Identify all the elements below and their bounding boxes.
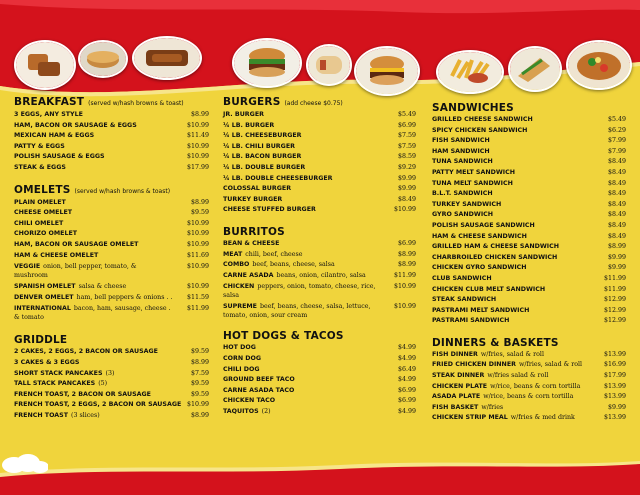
item-name: ¼ LB. CHILI BURGER: [223, 142, 295, 150]
menu-item: [432, 179, 626, 190]
item-name: PATTY & EGGS: [14, 142, 65, 150]
item-description: ham, bell peppers & onions . .: [76, 293, 173, 301]
item-description: salsa & cheese: [78, 283, 127, 291]
menu-item: [223, 174, 416, 185]
menu-item: [14, 121, 209, 132]
item-price: $12.99: [603, 317, 626, 325]
menu-item: [14, 347, 209, 358]
burgers-title: BURGERS (add cheese $0.75): [223, 96, 343, 108]
item-price: $10.99: [186, 219, 209, 227]
item-name: 2 CAKES, 2 EGGS, 2 BACON OR SAUSAGE: [14, 348, 158, 356]
item-price: $7.59: [190, 369, 209, 377]
cheeseburger-photo-icon: [354, 46, 420, 96]
item-price: $9.29: [397, 163, 416, 171]
item-name: GYRO SANDWICH: [432, 211, 494, 219]
item-name: HAM, BACON OR SAUSAGE OMELET: [14, 240, 139, 248]
item-description: w/fries, salad & roll: [480, 350, 544, 358]
item-price: $8.49: [607, 200, 626, 208]
menu-item: [223, 131, 416, 142]
menu-item: [432, 136, 626, 147]
item-price: $10.99: [393, 206, 416, 214]
item-name: CLUB SANDWICH: [432, 274, 492, 282]
item-price: $10.99: [186, 142, 209, 150]
item-price: $6.99: [397, 397, 416, 405]
menu-item: [223, 205, 416, 216]
griddle-section: [14, 334, 209, 421]
item-name: CHICKEN TACO: [223, 397, 276, 405]
item-name: HAM, BACON OR SAUSAGE & EGGS: [14, 121, 137, 129]
menu-item: [223, 343, 416, 354]
burritos-items: [223, 239, 416, 281]
menu-item: [14, 411, 209, 422]
item-name: CORN DOG: [223, 354, 262, 362]
item-name: STEAK SANDWICH: [432, 296, 497, 304]
item-price: $4.99: [397, 344, 416, 352]
item-price: $9.99: [397, 174, 416, 182]
item-price: $5.49: [607, 116, 626, 123]
item-price: $16.99: [603, 361, 626, 369]
item-price: $8.49: [607, 158, 626, 166]
menu-item: [432, 147, 626, 158]
menu-item: [432, 221, 626, 232]
menu-item: [432, 210, 626, 221]
menu-item-international: INTERNATIONAL bacon, ham, sausage, cheese . $11.99 & tomato: [14, 305, 209, 322]
menu-item-chicken-burrito: CHICKEN peppers, onion, tomato, cheese, rice, $10.99 salsa: [223, 283, 416, 300]
item-price: $8.99: [190, 111, 209, 118]
item-price: $13.99: [603, 393, 626, 401]
item-price: $8.99: [397, 250, 416, 258]
item-price: $8.99: [190, 198, 209, 206]
item-price: $8.49: [607, 211, 626, 219]
item-name: CHICKEN PLATE: [432, 382, 488, 390]
item-name: BEAN & CHEESE: [223, 239, 280, 247]
item-name: FRENCH TOAST, 2 EGGS, 2 BACON OR SAUSAGE: [14, 401, 182, 409]
item-price: $9.59: [190, 390, 209, 398]
item-price: $8.49: [607, 190, 626, 198]
item-name: FRIED CHICKEN DINNER: [432, 361, 516, 369]
menu-item: [223, 386, 416, 397]
menu-item-veggie: VEGGIE onion, bell pepper, tomato, & $10.99 mushroom: [14, 263, 209, 280]
item-name: GRILLED HAM & CHEESE SANDWICH: [432, 243, 559, 251]
item-price: $10.99: [186, 283, 209, 291]
item-name: SPICY CHICKEN SANDWICH: [432, 126, 528, 134]
item-price: $7.59: [397, 142, 416, 150]
fries-photo-icon: [436, 50, 504, 94]
menu-item: [432, 316, 626, 327]
item-price: $13.99: [603, 414, 626, 422]
item-description: (3): [105, 369, 115, 377]
item-name: B.L.T. SANDWICH: [432, 190, 493, 198]
menu-item: [223, 239, 416, 250]
menu-item: [432, 115, 626, 126]
item-price: $12.99: [603, 296, 626, 304]
item-name: TAQUITOS: [223, 407, 259, 415]
item-description: (3 slices): [71, 411, 100, 419]
item-price: $6.99: [397, 121, 416, 129]
item-name: PASTRAMI MELT SANDWICH: [432, 306, 530, 314]
item-price: $6.29: [607, 126, 626, 134]
omelets-note: (served w/hash browns & toast): [74, 187, 171, 195]
menu-item: [223, 163, 416, 174]
item-name: COLOSSAL BURGER: [223, 185, 292, 193]
item-price: $13.99: [603, 350, 626, 358]
menu-item: [223, 260, 416, 271]
item-name: JR. BURGER: [223, 111, 264, 118]
menu-item: [432, 382, 626, 393]
item-price: $9.59: [190, 209, 209, 217]
menu-item: [223, 142, 416, 153]
dinners-section: [432, 337, 626, 424]
sandwiches-section: [432, 102, 626, 327]
item-price: $10.99: [186, 401, 209, 409]
item-price: $9.59: [190, 348, 209, 356]
item-price: $11.59: [186, 293, 209, 301]
item-name: POLISH SAUSAGE & EGGS: [14, 153, 105, 161]
menu-item: [223, 396, 416, 407]
item-description: w/fries, salad & roll: [518, 361, 583, 369]
menu-item: [432, 168, 626, 179]
griddle-title: GRIDDLE: [14, 334, 68, 347]
item-price: $4.99: [397, 376, 416, 384]
omelets-section: [14, 184, 209, 323]
item-price: $6.49: [397, 365, 416, 373]
omelets-items: [14, 198, 209, 262]
menu-item: [223, 250, 416, 261]
menu-item: [432, 274, 626, 285]
item-price: $6.99: [397, 239, 416, 247]
hotdogs-title: HOT DOGS & TACOS: [223, 330, 344, 343]
item-name: CHEESE STUFFED BURGER: [223, 206, 316, 214]
menu-item: [432, 295, 626, 306]
menu-item: [223, 110, 416, 121]
item-name: HAM SANDWICH: [432, 147, 490, 155]
burgers-items: [223, 110, 416, 216]
menu-item: [223, 354, 416, 365]
burrito-photo-icon: [306, 44, 352, 86]
item-name: 3 CAKES & 3 EGGS: [14, 358, 80, 366]
sandwich-photo-icon: [508, 46, 562, 92]
item-description: w/rice, beans & corn tortilla: [483, 393, 574, 401]
breakfast-note: (served w/hash browns & toast): [88, 100, 184, 107]
item-price: $10.99: [186, 121, 209, 129]
item-name: DENVER OMELET: [14, 293, 74, 301]
item-price: $4.99: [397, 407, 416, 415]
item-name: CHICKEN GYRO SANDWICH: [432, 264, 527, 272]
item-price: $10.99: [186, 153, 209, 161]
item-name: HAM & CHEESE SANDWICH: [432, 232, 527, 240]
item-name: TUNA MELT SANDWICH: [432, 179, 513, 187]
menu-item: [223, 365, 416, 376]
menu-item: [432, 360, 626, 371]
item-name: GRILLED CHEESE SANDWICH: [432, 116, 533, 123]
item-name: FISH SANDWICH: [432, 137, 490, 145]
menu-item: [223, 195, 416, 206]
nachos-photo-icon: [566, 40, 632, 90]
item-description: (2): [261, 407, 271, 415]
item-price: $9.99: [397, 185, 416, 193]
item-price: $11.69: [186, 251, 209, 259]
menu-item: [432, 403, 626, 414]
menu-item: [14, 208, 209, 219]
item-name: PLAIN OMELET: [14, 198, 66, 206]
column-right: [432, 102, 626, 434]
item-price: $8.99: [607, 243, 626, 251]
sandwiches-items: [432, 115, 626, 327]
pancakes-photo-icon: [78, 40, 128, 78]
item-price: $8.99: [190, 411, 209, 419]
item-name: STEAK & EGGS: [14, 163, 66, 171]
item-name: HOT DOG: [223, 344, 256, 352]
menu-item: [14, 251, 209, 262]
menu-item: [14, 131, 209, 142]
bottom-wave-band: [0, 455, 640, 495]
item-price: $7.59: [397, 132, 416, 140]
item-name: FRENCH TOAST: [14, 411, 68, 419]
menu-item: [14, 229, 209, 240]
item-price: $5.49: [397, 111, 416, 118]
item-price: $6.99: [397, 386, 416, 394]
item-price: $4.99: [397, 354, 416, 362]
item-price: $13.99: [603, 382, 626, 390]
menu-item: [432, 189, 626, 200]
item-price: $9.99: [607, 253, 626, 261]
item-name: ¼ LB. BURGER: [223, 121, 275, 129]
item-name: CHILI OMELET: [14, 219, 64, 227]
item-name: CARNE ASADA: [223, 271, 274, 279]
menu-item: [14, 390, 209, 401]
omelets-title: OMELETS (served w/hash browns & toast): [14, 183, 171, 196]
item-description: (5): [98, 380, 108, 388]
item-description: w/fries & med drink: [510, 414, 575, 422]
item-name: ¼ LB. DOUBLE CHEESEBURGER: [223, 174, 333, 182]
burgers-section: [223, 96, 416, 216]
breakfast-section: [14, 96, 209, 174]
item-name: CHICKEN STRIP MEAL: [432, 414, 508, 422]
item-price: $12.99: [603, 306, 626, 314]
hotdogs-section: [223, 330, 416, 417]
menu-item: [14, 379, 209, 390]
breakfast-title: BREAKFAST (served w/hash browns & toast): [14, 96, 184, 108]
item-name: CHICKEN CLUB MELT SANDWICH: [432, 285, 546, 293]
menu-item: [432, 306, 626, 317]
column-middle: [223, 96, 416, 427]
item-name: FISH DINNER: [432, 350, 478, 358]
item-name: ¼ LB. BACON BURGER: [223, 153, 302, 161]
sandwiches-title: SANDWICHES: [432, 102, 514, 114]
item-price: $11.99: [603, 274, 626, 282]
menu-item: [223, 184, 416, 195]
item-name: POLISH SAUSAGE SANDWICH: [432, 221, 535, 229]
item-description: beef, beans, cheese, salsa: [252, 261, 335, 269]
item-name: ¼ LB. CHEESEBURGER: [223, 132, 302, 140]
item-name: HAM & CHEESE OMELET: [14, 251, 99, 259]
item-name: FRENCH TOAST, 2 BACON OR SAUSAGE: [14, 390, 151, 398]
item-price: $8.49: [607, 232, 626, 240]
item-price: $9.99: [607, 403, 626, 411]
dinners-items: [432, 350, 626, 424]
item-price: $17.99: [186, 163, 209, 171]
column-left: [14, 96, 209, 431]
item-name: ¼ LB. DOUBLE BURGER: [223, 163, 306, 171]
breakfast-items: [14, 110, 209, 174]
menu-item: [14, 163, 209, 174]
item-price: $9.59: [190, 380, 209, 388]
item-name: TURKEY SANDWICH: [432, 200, 502, 208]
item-name: MEXICAN HAM & EGGS: [14, 132, 95, 140]
item-price: $8.59: [397, 153, 416, 161]
french-toast-photo-icon: [132, 36, 202, 80]
item-price: $8.99: [190, 358, 209, 366]
griddle-items: [14, 347, 209, 421]
item-name: MEAT: [223, 250, 243, 258]
item-name: CHARBROILED CHICKEN SANDWICH: [432, 253, 558, 261]
item-name: CHILI DOG: [223, 365, 260, 373]
item-price: $8.49: [607, 179, 626, 187]
menu-item: [14, 142, 209, 153]
menu-item: [14, 358, 209, 369]
item-price: $10.99: [186, 230, 209, 238]
item-name: COMBO: [223, 261, 250, 269]
menu-item: [14, 282, 209, 293]
menu-item: [432, 263, 626, 274]
item-name: TALL STACK PANCAKES: [14, 380, 96, 388]
item-name: SPANISH OMELET: [14, 283, 76, 291]
menu-item: [223, 375, 416, 386]
item-price: $8.49: [607, 221, 626, 229]
menu-item: [432, 126, 626, 137]
omelets-items-2: [14, 282, 209, 303]
item-name: PASTRAMI SANDWICH: [432, 317, 510, 325]
menu-item: [223, 407, 416, 418]
item-price: $8.49: [397, 195, 416, 203]
item-price: $11.99: [603, 285, 626, 293]
menu-item: [223, 152, 416, 163]
menu-item: [432, 157, 626, 168]
menu-item-supreme-burrito: SUPREME beef, beans, cheese, salsa, lettuce, $10.99 tomato, onion, sour cream: [223, 303, 416, 320]
item-description: w/rice, beans & corn tortilla: [490, 382, 581, 390]
item-description: w/fries: [481, 403, 504, 411]
item-name: PATTY MELT SANDWICH: [432, 168, 516, 176]
burritos-section: [223, 226, 416, 320]
menu-item: [14, 240, 209, 251]
item-description: beans, onion, cilantro, salsa: [276, 271, 366, 279]
item-price: $17.99: [603, 372, 626, 380]
item-price: $8.99: [397, 261, 416, 269]
item-name: FISH BASKET: [432, 403, 479, 411]
burgers-note: (add cheese $0.75): [284, 100, 343, 107]
dinners-title: DINNERS & BASKETS: [432, 336, 559, 349]
item-name: TURKEY BURGER: [223, 195, 283, 203]
menu-item: [432, 350, 626, 361]
menu-item: [432, 253, 626, 264]
burger-platter-photo-icon: [232, 38, 302, 88]
item-description: chili, beef, cheese: [245, 250, 303, 258]
hotdogs-items: [223, 343, 416, 417]
item-price: $7.99: [607, 147, 626, 155]
item-name: SHORT STACK PANCAKES: [14, 369, 103, 377]
menu-item: [432, 200, 626, 211]
item-price: $11.49: [186, 132, 209, 140]
menu-item: [432, 242, 626, 253]
menu-item: [432, 371, 626, 382]
item-name: ASADA PLATE: [432, 393, 481, 401]
item-name: GROUND BEEF TACO: [223, 376, 295, 384]
item-name: TUNA SANDWICH: [432, 158, 493, 166]
menu-item: [432, 413, 626, 424]
menu-item: [223, 271, 416, 282]
menu-item: [223, 121, 416, 132]
item-name: CHEESE OMELET: [14, 209, 73, 217]
menu-item: [14, 369, 209, 380]
menu-item: [14, 400, 209, 411]
item-price: $8.49: [607, 168, 626, 176]
menu-item: [432, 392, 626, 403]
menu-item: [14, 110, 209, 121]
item-name: STEAK DINNER: [432, 372, 485, 380]
menu-item: [432, 232, 626, 243]
item-price: $10.99: [186, 240, 209, 248]
burritos-title: BURRITOS: [223, 225, 285, 238]
menu-item: [14, 152, 209, 163]
menu-item: [14, 293, 209, 304]
menu-item: [432, 285, 626, 296]
item-name: CHORIZO OMELET: [14, 230, 78, 238]
cloud-decoration: [0, 453, 48, 473]
toast-photo-icon: [14, 40, 76, 90]
item-description: w/fries salad & roll: [487, 372, 549, 380]
item-price: $7.99: [607, 137, 626, 145]
menu-item: [14, 219, 209, 230]
item-price: $9.99: [607, 264, 626, 272]
item-name: 3 EGGS, ANY STYLE: [14, 111, 83, 118]
item-price: $11.99: [393, 271, 416, 279]
menu-item: [14, 198, 209, 209]
item-name: CARNE ASADA TACO: [223, 386, 295, 394]
